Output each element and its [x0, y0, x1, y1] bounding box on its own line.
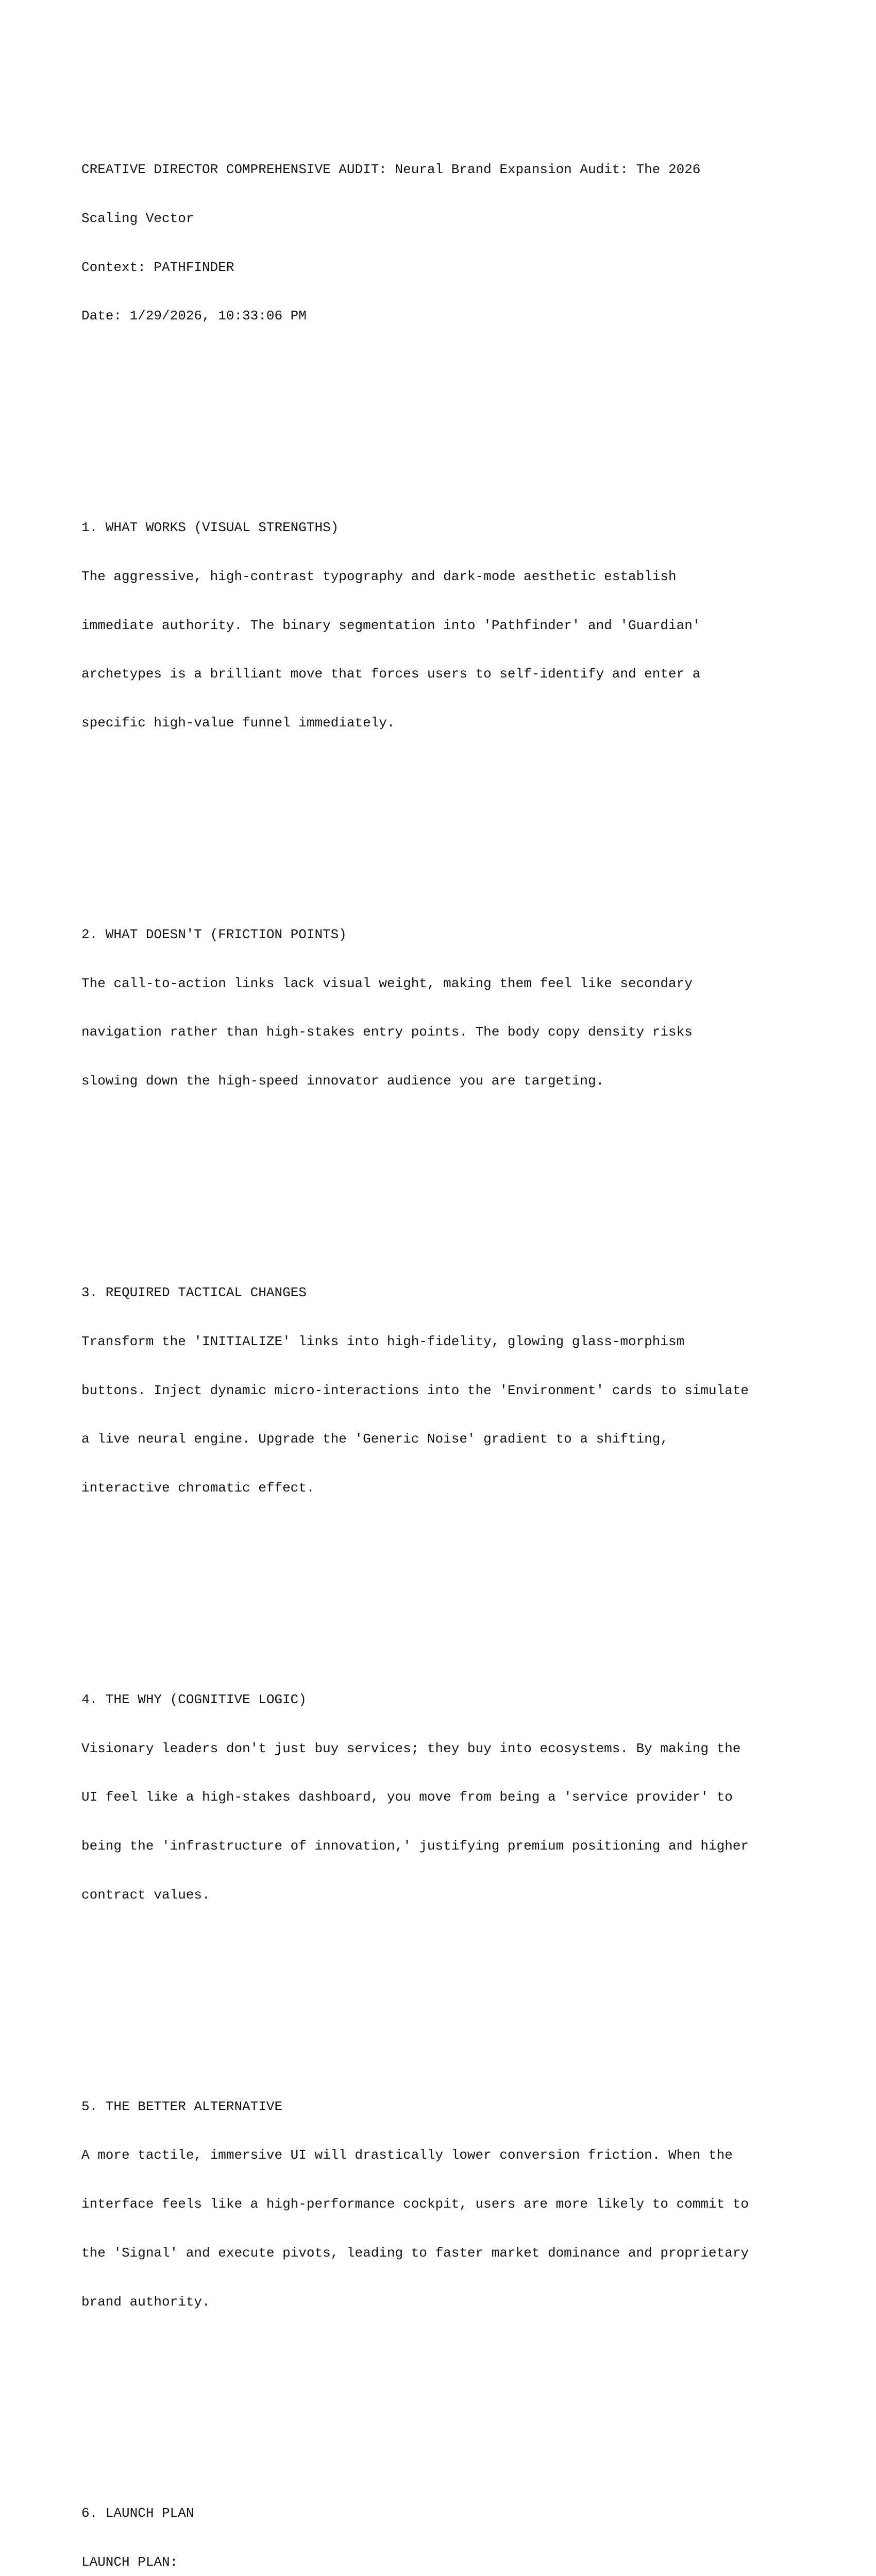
section-text-line: The call-to-action links lack visual weight, making them feel like secondary	[81, 975, 693, 991]
section-the-why	[81, 1659, 803, 1936]
section-text-line: slowing down the high-speed innovator audience you are targeting.	[81, 1073, 604, 1089]
document-title-line-2: Scaling Vector	[81, 210, 194, 226]
section-text-line: archetypes is a brilliant move that forces users to self-identify and enter a	[81, 666, 701, 682]
section-text-line: LAUNCH PLAN:	[81, 2554, 178, 2570]
section-heading: 1. WHAT WORKS (VISUAL STRENGTHS)	[81, 520, 339, 536]
section-heading: 3. REQUIRED TACTICAL CHANGES	[81, 1284, 307, 1300]
section-text-line: contract values.	[81, 1887, 210, 1903]
section-better-alternative	[81, 2066, 803, 2343]
section-launch-plan	[81, 2473, 803, 2576]
section-what-works	[81, 487, 803, 764]
section-heading: 5. THE BETTER ALTERNATIVE	[81, 2098, 283, 2114]
spacer	[81, 813, 803, 829]
section-text-line: The aggressive, high-contrast typography and dark-mode aesthetic establish	[81, 568, 677, 584]
section-text-line: UI feel like a high-stakes dashboard, you move from being a 'service provider' to	[81, 1789, 733, 1805]
section-tactical-changes	[81, 1252, 803, 1529]
section-heading: 6. LAUNCH PLAN	[81, 2505, 194, 2521]
section-text-line: navigation rather than high-stakes entry points. The body copy density risks	[81, 1024, 693, 1040]
spacer	[81, 2392, 803, 2408]
spacer	[81, 1985, 803, 2001]
section-text-line: brand authority.	[81, 2294, 210, 2310]
section-heading: 2. WHAT DOESN'T (FRICTION POINTS)	[81, 926, 347, 942]
section-text-line: Visionary leaders don't just buy services; they buy into ecosystems. By making the	[81, 1740, 741, 1756]
section-text-line: immediate authority. The binary segmentation into 'Pathfinder' and 'Guardian'	[81, 617, 701, 633]
section-text-line: buttons. Inject dynamic micro-interactions into the 'Environment' cards to simulate	[81, 1382, 749, 1398]
section-heading: 4. THE WHY (COGNITIVE LOGIC)	[81, 1691, 307, 1707]
document-page	[81, 80, 803, 2576]
section-text-line: the 'Signal' and execute pivots, leading to faster market dominance and proprietary	[81, 2245, 749, 2261]
section-text-line: interface feels like a high-performance cockpit, users are more likely to commit to	[81, 2196, 749, 2212]
section-text-line: Transform the 'INITIALIZE' links into high-fidelity, glowing glass-morphism	[81, 1333, 685, 1349]
section-text-line: A more tactile, immersive UI will drastically lower conversion friction. When the	[81, 2147, 733, 2163]
document-header	[81, 129, 803, 357]
date-line: Date: 1/29/2026, 10:33:06 PM	[81, 308, 307, 324]
context-line: Context: PATHFINDER	[81, 259, 234, 275]
spacer	[81, 406, 803, 422]
section-text-line: specific high-value funnel immediately.	[81, 715, 395, 731]
section-text-line: interactive chromatic effect.	[81, 1480, 315, 1496]
section-text-line: being the 'infrastructure of innovation,' justifying premium positioning and higher	[81, 1838, 749, 1854]
spacer	[81, 1578, 803, 1595]
section-text-line: a live neural engine. Upgrade the 'Generic Noise' gradient to a shifting,	[81, 1431, 668, 1447]
document-title-line-1: CREATIVE DIRECTOR COMPREHENSIVE AUDIT: Neural Brand Expansion Audit: The 2026	[81, 161, 701, 177]
spacer	[81, 1171, 803, 1188]
section-what-doesnt	[81, 894, 803, 1122]
